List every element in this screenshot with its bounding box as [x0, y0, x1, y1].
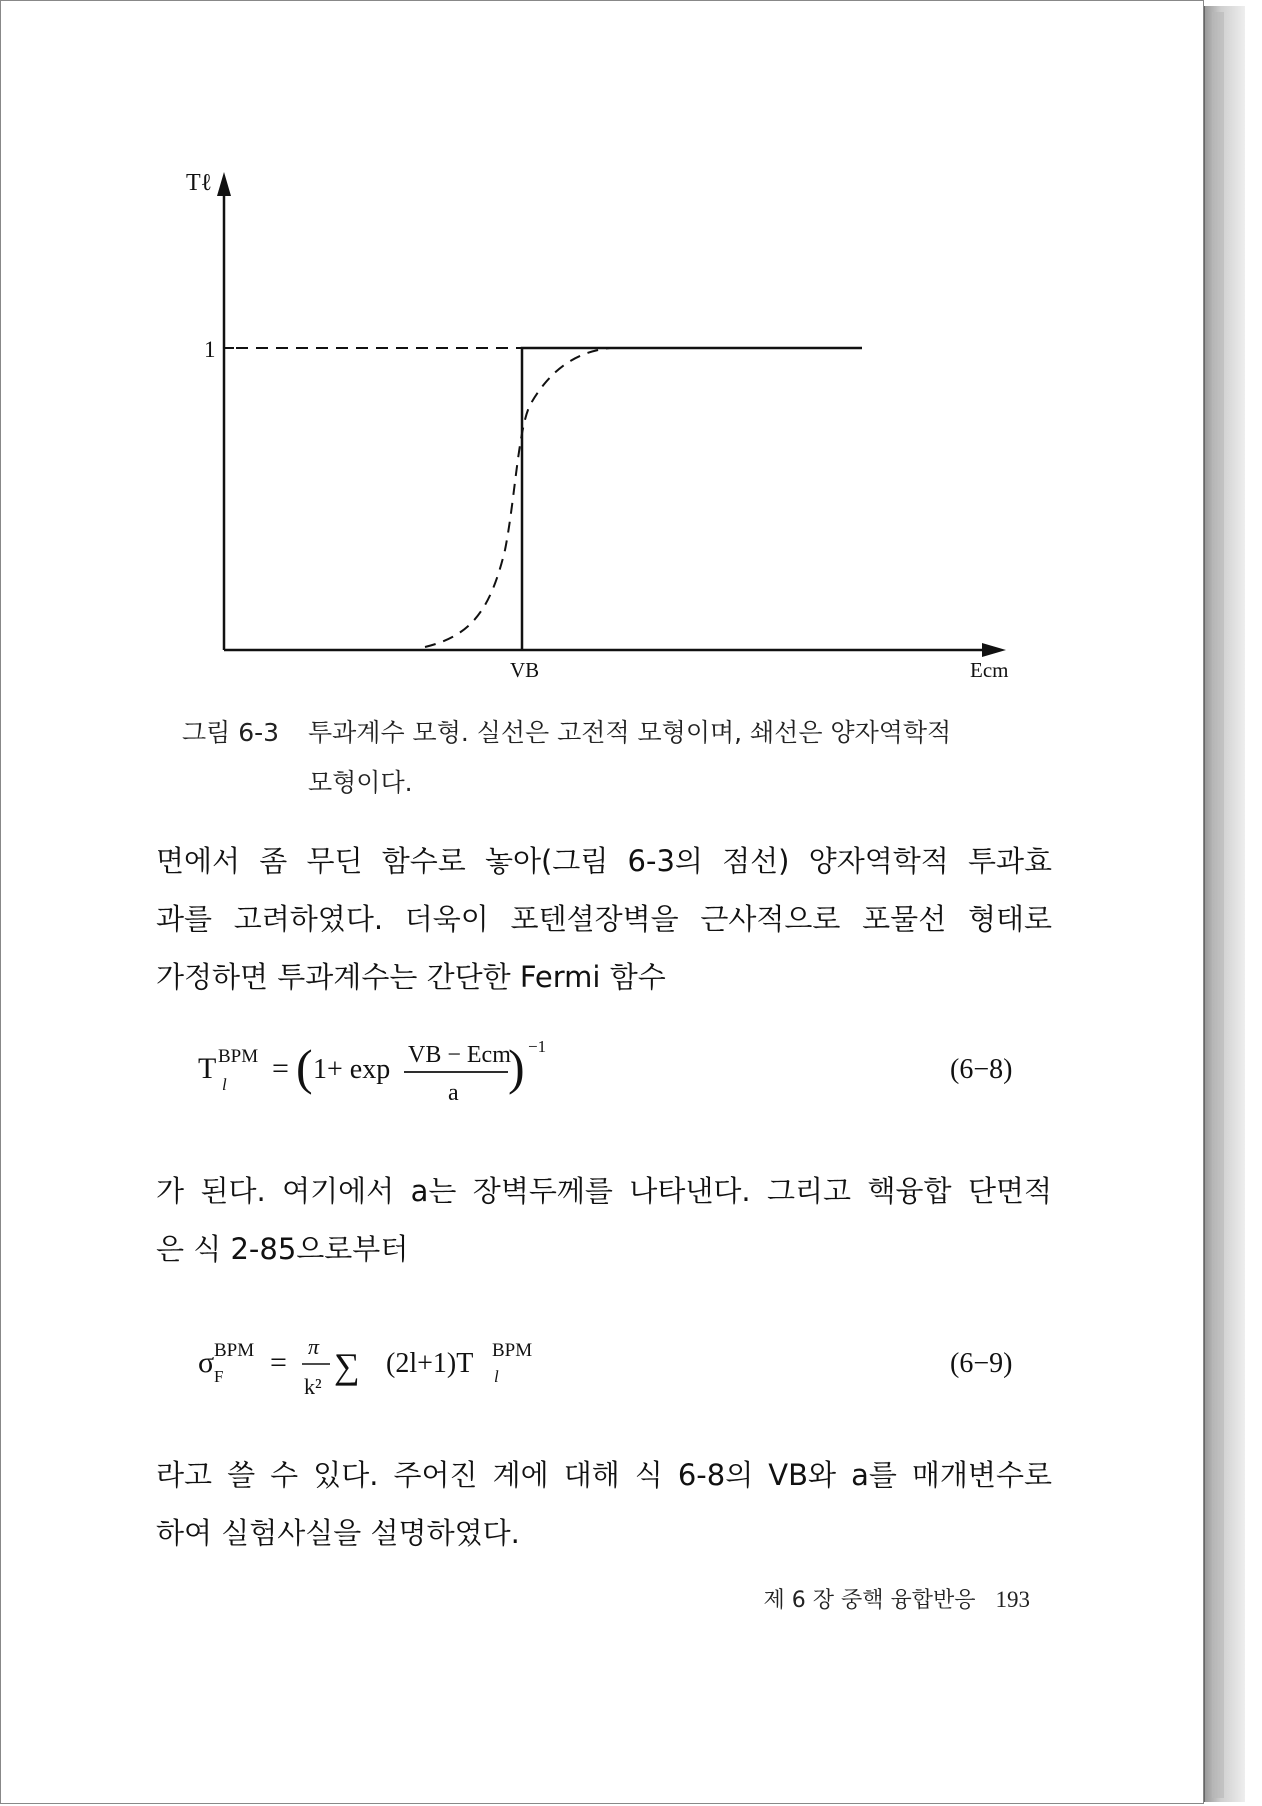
y-axis-label: Tℓ	[186, 170, 213, 196]
eq2-lhs-sup: BPM	[214, 1340, 255, 1361]
eq1-number: (6−8)	[950, 1054, 1013, 1085]
eq1-denominator: a	[448, 1080, 459, 1106]
eq1-lhs-sub: l	[222, 1075, 227, 1094]
caption-label: 그림 6-3	[182, 718, 280, 747]
eq2-term: (2l+1)T	[386, 1348, 474, 1379]
eq2-numerator: π	[308, 1334, 320, 1359]
eq2-number: (6−9)	[950, 1348, 1013, 1379]
eq2-equals: =	[270, 1346, 287, 1379]
eq1-one-plus-exp: 1+ exp	[313, 1054, 391, 1085]
page-edge-shadow-inner	[1212, 12, 1224, 1798]
paragraph-3-line-1: 라고 쓸 수 있다. 주어진 계에 대해 식 6-8의 VB와 a를 매개변수로	[156, 1458, 1052, 1492]
figure-caption	[182, 708, 1062, 808]
paragraph-2-line-1: 가 된다. 여기에서 a는 장벽두께를 나타낸다. 그리고 핵융합 단면적	[156, 1174, 1052, 1208]
classical-step-curve	[522, 348, 862, 650]
paragraph-2	[156, 1162, 1052, 1278]
eq1-exponent: −1	[528, 1037, 547, 1056]
eq2-sum: ∑	[334, 1346, 360, 1386]
paragraph-3-line-2: 하여 실험사실을 설명하였다.	[156, 1516, 520, 1550]
quantum-fermi-curve	[425, 348, 610, 647]
eq1-lhs-sup: BPM	[218, 1046, 259, 1067]
x-axis-arrow	[982, 643, 1006, 657]
eq2-term-sup: BPM	[492, 1340, 533, 1361]
paragraph-1	[156, 832, 1052, 1006]
eq1-right-paren: )	[508, 1039, 525, 1095]
y-tick-label: 1	[204, 337, 216, 362]
caption-line-2: 모형이다.	[308, 768, 413, 797]
eq2-lhs: σ	[198, 1346, 215, 1379]
paragraph-1-line-1: 면에서 좀 무딘 함수로 놓아(그림 6-3의 점선) 양자역학적 투과효	[156, 844, 1052, 878]
eq2-term-sub: l	[494, 1367, 499, 1386]
transmission-figure	[0, 0, 1204, 700]
eq2-denominator: k²	[304, 1374, 322, 1399]
paragraph-1-line-3: 가정하면 투과계수는 간단한 Fermi 함수	[156, 960, 666, 994]
barrier-label: VB	[510, 658, 540, 682]
page-edge-shadow	[1204, 6, 1245, 1802]
eq1-equals: =	[272, 1052, 289, 1085]
paragraph-3	[156, 1446, 1052, 1562]
eq2-lhs-sub: F	[214, 1367, 224, 1386]
paragraph-1-line-2: 과를 고려하였다. 더욱이 포텐셜장벽을 근사적으로 포물선 형태로	[156, 902, 1052, 936]
page-footer	[740, 1583, 1030, 1614]
eq1-left-paren: (	[296, 1039, 313, 1095]
paragraph-2-line-2: 은 식 2-85으로부터	[156, 1232, 409, 1266]
page-number: 193	[995, 1587, 1030, 1612]
chapter-title: 제 6 장 중핵 융합반응	[763, 1588, 976, 1613]
caption-line-1: 투과계수 모형. 실선은 고전적 모형이며, 쇄선은 양자역학적	[308, 718, 952, 747]
y-axis-arrow	[217, 172, 231, 196]
eq1-lhs: T	[198, 1052, 217, 1085]
eq1-numerator: VB − Ecm	[408, 1042, 511, 1068]
x-axis-label: Ecm	[970, 658, 1009, 682]
